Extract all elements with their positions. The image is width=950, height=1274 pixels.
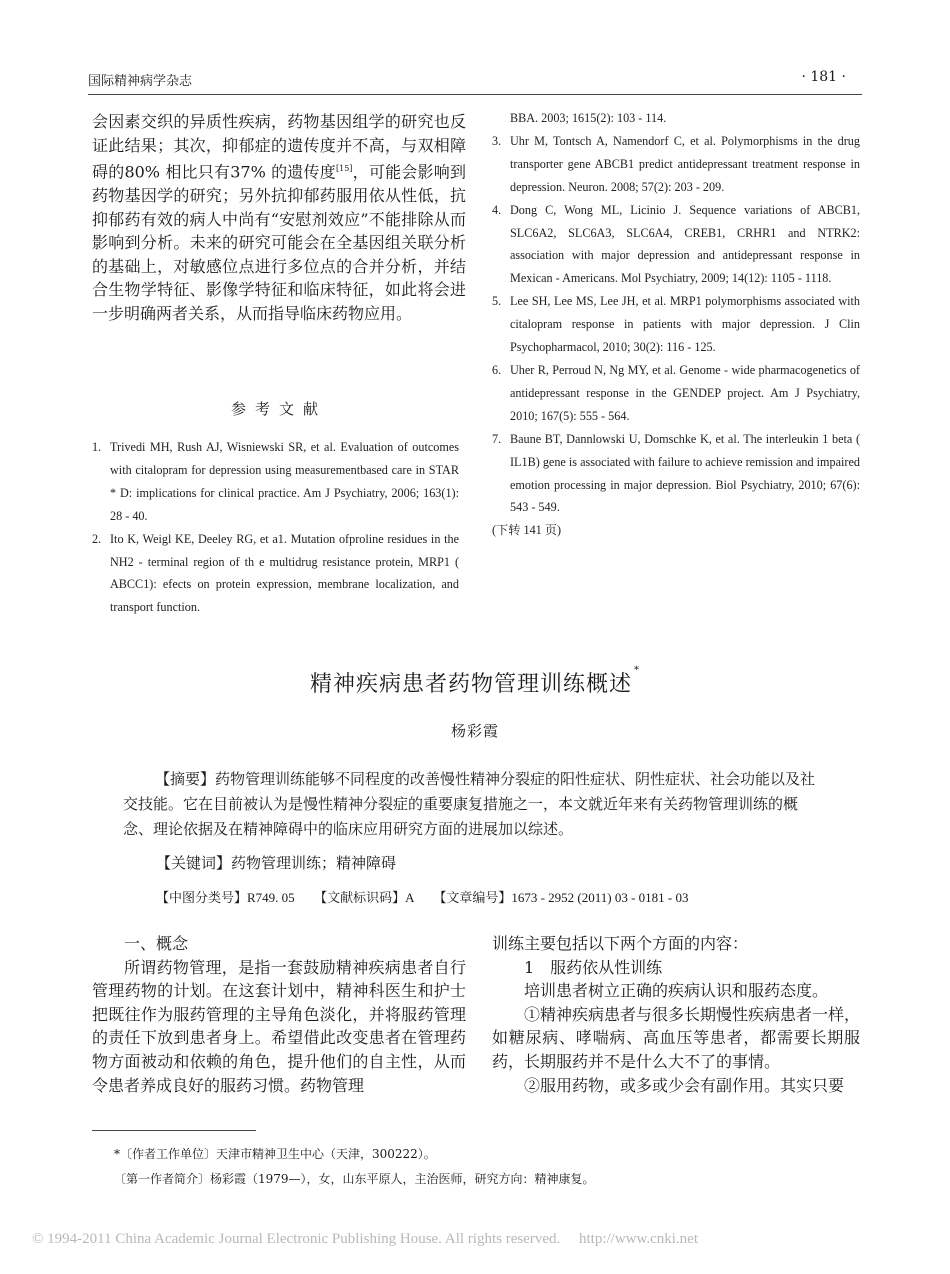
references-heading: 参考文献 bbox=[230, 400, 327, 418]
body-paragraph: ②服用药物，或多或少会有副作用。其实只要 bbox=[524, 1075, 845, 1095]
reference-text: Lee SH, Lee MS, Lee JH, et al. MRP1 polymorphisms associated with citalopram response in patients with major depression. J Clin Psychopharmacol, 2010; 30(2): 116 - 125. bbox=[510, 294, 860, 355]
reference-number: 1. bbox=[92, 440, 102, 454]
section-heading: 一、概念 bbox=[124, 934, 189, 953]
subsection-heading: 1 服药依从性训练 bbox=[524, 957, 663, 977]
reference-text: Uher R, Perroud N, Ng MY, et al. Genome - wide pharmacogenetics of antidepressant response in the GENDEP project. Am J Psychiatry, 2010; 167(5): 555 - 564. bbox=[510, 362, 860, 423]
article-title-text: 精神疾病患者药物管理训练概述 bbox=[309, 672, 632, 697]
body-paragraph: ①精神疾病患者与很多长期慢性疾病患者一样，如糖尿病、哮喘病、高血压等患者，都需要长期服药，长期服药并不是什么大不了的事情。 bbox=[492, 1004, 861, 1071]
article-title bbox=[0, 667, 950, 698]
body-column-left bbox=[92, 932, 466, 1097]
reference-text: Trivedi MH, Rush AJ, Wisniewski SR, et al. Evaluation of outcomes with citalopram for depression using measurementbased care in STAR * D: implications for clinical practice. Am J Psychiatry, 2006; 163(1): 28 - 40. bbox=[110, 440, 459, 523]
author-name: 杨彩霞 bbox=[450, 722, 499, 740]
reference-item bbox=[92, 436, 459, 528]
reference-number: 2. bbox=[92, 531, 102, 546]
body-paragraph: 培训患者树立正确的疾病认识和服药态度。 bbox=[524, 981, 829, 1001]
copyright-watermark: © 1994-2011 China Academic Journal Electronic Publishing House. All rights reserved. http://www.cnki.net bbox=[32, 1231, 699, 1247]
reference-number: 7. bbox=[492, 431, 502, 446]
keywords: 【关键词】药物管理训练；精神障碍 bbox=[156, 854, 397, 872]
footnote-rule bbox=[92, 1130, 256, 1131]
footnote-author-bio: 〔第一作者简介〕杨彩霞（1979—），女，山东平原人，主治医师，研究方向：精神康复。 bbox=[114, 1172, 595, 1186]
footnote-affiliation: *〔作者工作单位〕天津市精神卫生中心（天津，300222）。 bbox=[114, 1147, 436, 1161]
title-footnote-mark: * bbox=[634, 665, 640, 676]
reference-continuation bbox=[492, 107, 860, 130]
reference-text: Baune BT, Dannlowski U, Domschke K, et al. The interleukin 1 beta ( IL1B) gene is associated with failure to achieve remission and impaired emotion processing in major depression. Biol Psychiatry, 2010; 67(6): 543 - 549. bbox=[510, 431, 860, 515]
reference-item bbox=[492, 428, 860, 520]
body-paragraph: 训练主要包括以下两个方面的内容： bbox=[492, 934, 749, 953]
page-number: · 181 · bbox=[801, 69, 846, 85]
references-list-left bbox=[92, 436, 459, 619]
reference-item bbox=[492, 290, 860, 359]
citation-15[interactable]: [15] bbox=[335, 164, 353, 174]
reference-text: Dong C, Wong ML, Licinio J. Sequence variations of ABCB1, SLC6A2, SLC6A3, SLC6A4, CREB1, CRHR1 and NTRK2: association with major depression and antidepressant response in Mexican - Americans. Mol Psychiatry, 2009; 14(12): 1105 - 1118. bbox=[510, 202, 860, 286]
body-column-right bbox=[492, 932, 860, 1097]
reference-number: 3. bbox=[492, 133, 502, 148]
discussion-text-1: 会因素交织的异质性疾病，药物基因组学的研究也反证此结果；其次，抑郁症的遗传度并不高，与双相障碍的80% 相比只有37% 的遗传度 bbox=[92, 112, 466, 182]
body-paragraph: 所谓药物管理，是指一套鼓励精神疾病患者自行管理药物的计划。在这套计划中，精神科医生和护士把既往作为服药管理的主导角色淡化，并将服药管理的责任下放到患者身上。希望借此改变患者在管理药物方面被动和依赖的角色，提升他们的自主性，从而令患者养成良好的服药习惯。药物管理 bbox=[92, 957, 466, 1095]
discussion-text-2: ，可能会影响到药物基因学的研究；另外抗抑郁药服用依从性低，抗抑郁药有效的病人中尚有“安慰剂效应”不能排除从而影响到分析。未来的研究可能会在全基因组关联分析的基础上，对敏感位点进行多位点的合并分析，并结合生物学特征、影像学特征和临床特征，如此将会进一步明确两者关系，从而指导临床药物应用。 bbox=[92, 162, 466, 324]
continued-discussion bbox=[92, 110, 466, 326]
abstract: 【摘要】药物管理训练能够不同程度的改善慢性精神分裂症的阳性症状、阴性症状、社会功能以及社交技能。它在目前被认为是慢性精神分裂症的重要康复措施之一，本文就近年来有关药物管理训练的概念、理论依据及在精神障碍中的临床应用研究方面的进展加以综述。 bbox=[123, 770, 816, 838]
reference-item bbox=[492, 130, 860, 199]
reference-number: 5. bbox=[492, 294, 502, 309]
reference-item bbox=[92, 528, 459, 620]
reference-number: 4. bbox=[492, 202, 502, 217]
reference-item bbox=[492, 359, 860, 428]
reference-text: Uhr M, Tontsch A, Namendorf C, et al. Polymorphisms in the drug transporter gene ABCB1 predict antidepressant treatment response in depression. Neuron. 2008; 57(2): 203 - 209. bbox=[510, 133, 860, 194]
reference-item bbox=[492, 199, 860, 291]
reference-number: 6. bbox=[492, 362, 502, 377]
classification-line: 【中图分类号】R749. 05 【文献标识码】A 【文章编号】1673 - 2952 (2011) 03 - 0181 - 03 bbox=[156, 890, 689, 905]
reference-text: Ito K, Weigl KE, Deeley RG, et a1. Mutation ofproline residues in the NH2 - terminal region of th e multidrug resistance protein, MRP1 ( ABCC1): efects on protein expression, membrane localization, and transport function. bbox=[110, 531, 459, 615]
continued-note: (下转 141 页) bbox=[492, 523, 562, 538]
header-rule bbox=[88, 94, 862, 95]
references-list-right bbox=[492, 107, 860, 542]
journal-name: 国际精神病学杂志 bbox=[88, 74, 193, 89]
reference-text: BBA. 2003; 1615(2): 103 - 114. bbox=[510, 111, 667, 125]
